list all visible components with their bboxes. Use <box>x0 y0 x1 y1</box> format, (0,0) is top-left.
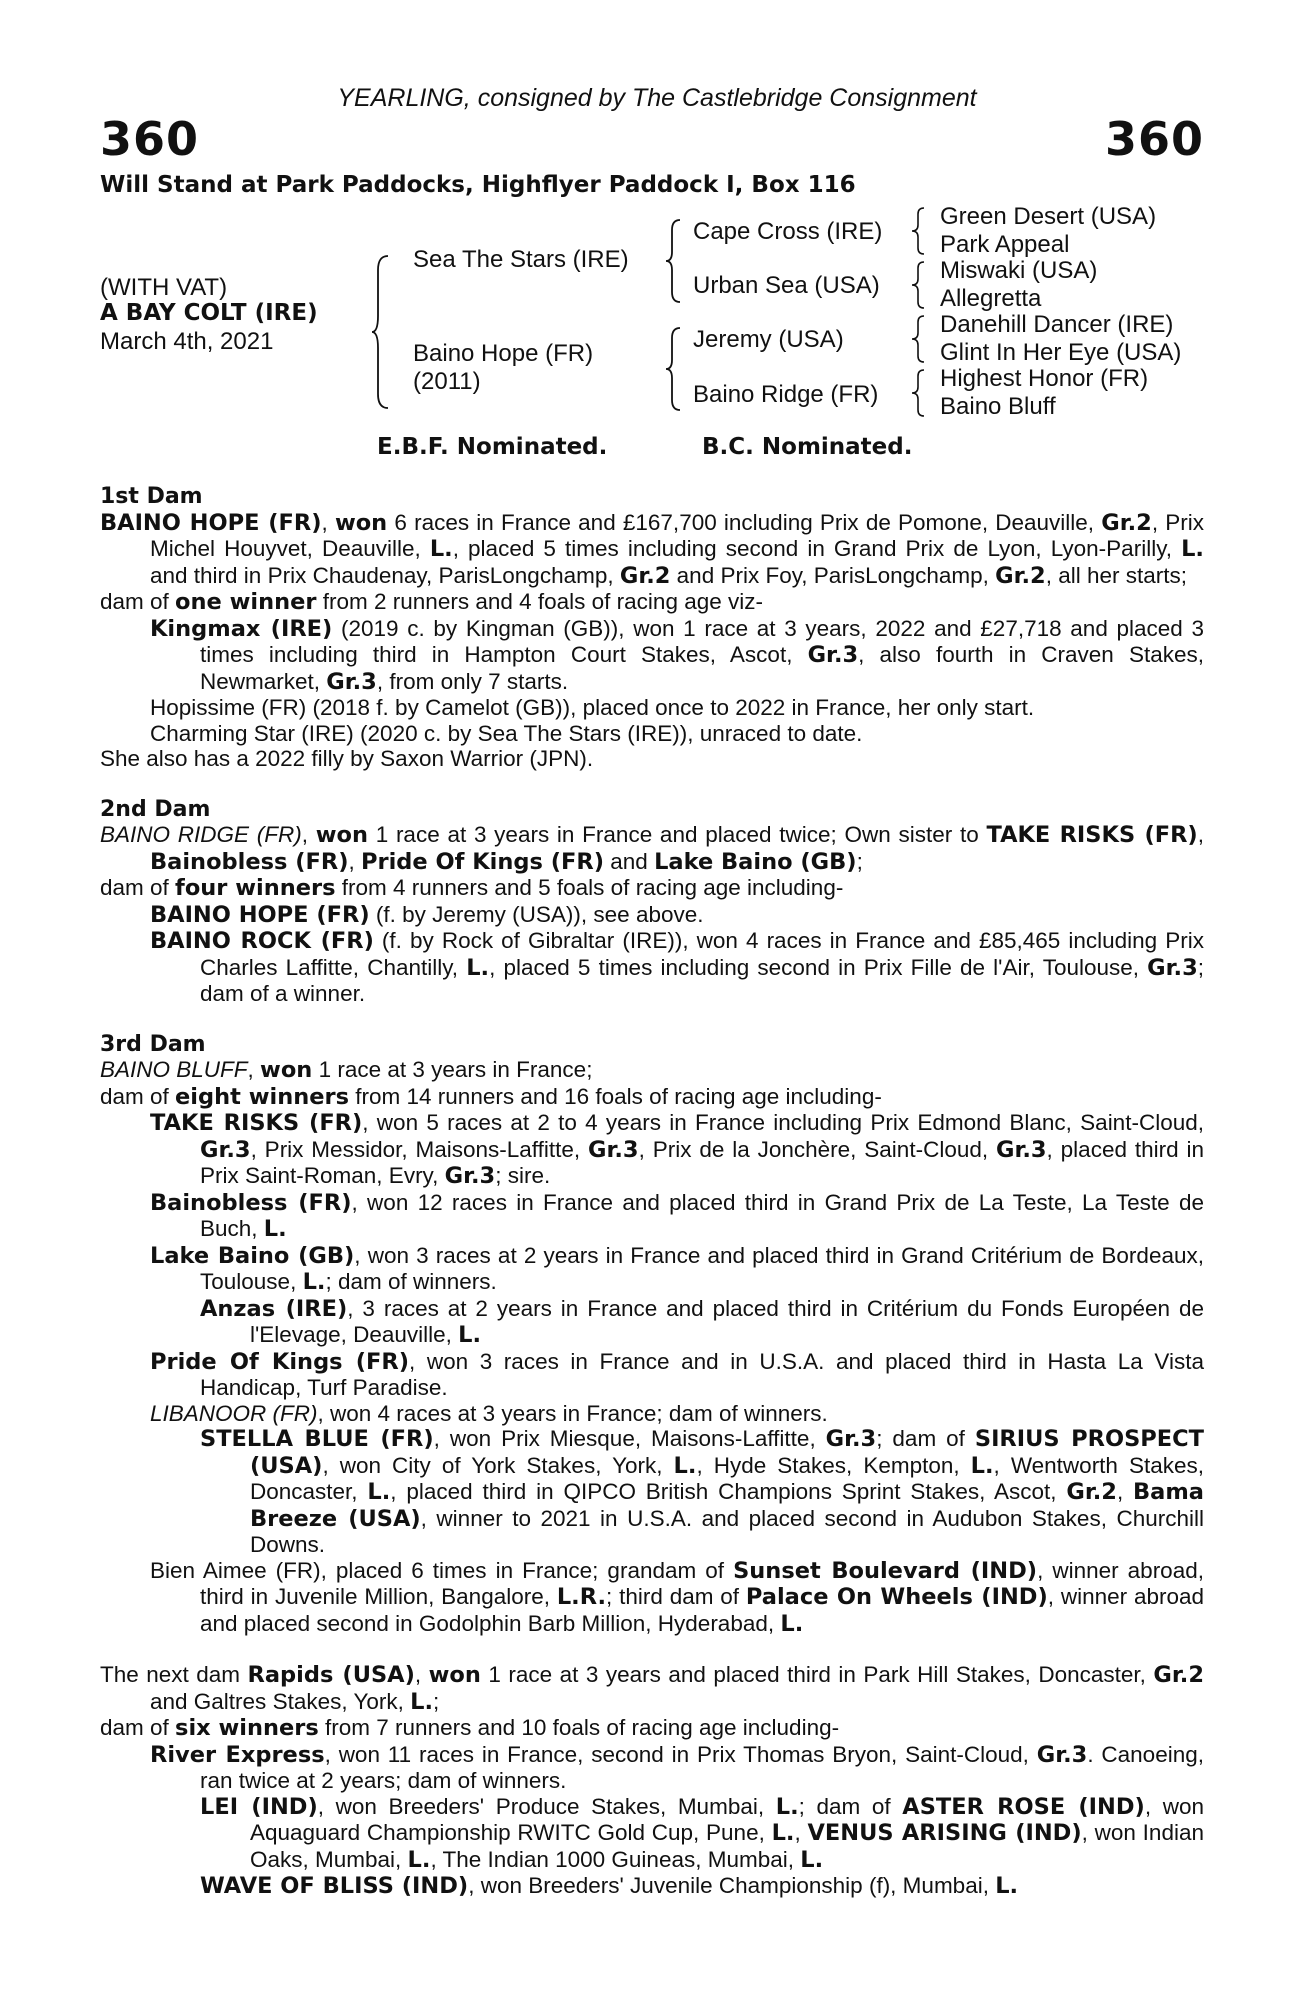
produce-entry: Charming Star (IRE) (2020 c. by Sea The Stars (IRE)), unraced to date. <box>150 720 863 746</box>
dd-dam: Baino Bluff <box>940 393 1056 420</box>
next-dam-produce-intro: dam of six winners from 7 runners and 10 foals of racing age including- <box>100 1715 840 1741</box>
produce-entry: Kingmax (IRE) (2019 c. by Kingman (GB)), won 1 race at 3 years, 2022 and £27,718 and placed 3 times including third in Hampton Court Stakes, Ascot, Gr.3, also fourth in Craven Stakes, Newmarket, Gr.3, from only 7 starts. <box>150 615 1204 695</box>
dam-brace <box>664 326 686 412</box>
sire-brace <box>664 218 686 304</box>
brace-3a <box>910 206 930 256</box>
produce-entry: Lake Baino (GB), won 3 races at 2 years in France and placed third in Grand Critérium de Bordeaux, Toulouse, L.; dam of winners. <box>150 1242 1204 1295</box>
lot-horse-name: A BAY COLT (IRE) <box>100 300 318 326</box>
third-dam-summary: BAINO BLUFF, won 1 race at 3 years in France; <box>100 1057 593 1083</box>
dam-sire: Jeremy (USA) <box>693 326 844 353</box>
produce-entry: Hopissime (FR) (2018 f. by Camelot (GB)), placed once to 2022 in France, her only start. <box>150 695 1035 720</box>
stand-location: Will Stand at Park Paddocks, Highflyer Paddock I, Box 116 <box>100 172 856 198</box>
third-dam-heading: 3rd Dam <box>100 1031 206 1057</box>
lot-number-right: 360 <box>1104 112 1204 166</box>
second-dam-summary: BAINO RIDGE (FR), won 1 race at 3 years in France and placed twice; Own sister to TAKE RISKS (FR), Bainobless (FR), Pride Of Kings (FR) and Lake Baino (GB); <box>100 822 1204 875</box>
dam-name: Baino Hope (FR) <box>413 340 594 367</box>
vat-note: (WITH VAT) <box>100 274 228 301</box>
sire-name: Sea The Stars (IRE) <box>413 246 629 273</box>
ds-dam: Glint In Her Eye (USA) <box>940 339 1182 366</box>
ss-sire: Green Desert (USA) <box>940 203 1157 230</box>
first-dam-produce-intro: dam of one winner from 2 runners and 4 foals of racing age viz- <box>100 589 763 615</box>
produce-entry: WAVE OF BLISS (IND), won Breeders' Juvenile Championship (f), Mumbai, L. <box>200 1873 1019 1899</box>
main-brace <box>370 254 394 410</box>
third-dam-produce-intro: dam of eight winners from 14 runners and 16 foals of racing age including- <box>100 1083 882 1110</box>
produce-entry: STELLA BLUE (FR), won Prix Miesque, Maisons-Laffitte, Gr.3; dam of SIRIUS PROSPECT (USA), won City of York Stakes, York, L., Hyde Stakes, Kempton, L., Wentworth Stakes, Doncaster, L., placed third in QIPCO British Champions Sprint Stakes, Ascot, Gr.2, Bama Breeze (USA), winner to 2021 in U.S.A. and placed second in Audubon Stakes, Churchill Downs. <box>200 1426 1205 1557</box>
produce-entry: Pride Of Kings (FR), won 3 races in France and in U.S.A. and placed third in Hasta La Vista Handicap, Turf Paradise. <box>150 1348 1204 1400</box>
ebf-nomination: E.B.F. Nominated. <box>377 434 608 460</box>
produce-entry: LEI (IND), won Breeders' Produce Stakes, Mumbai, L.; dam of ASTER ROSE (IND), won Aquaguard Championship RWITC Gold Cup, Pune, L., VENUS ARISING (IND), won Indian Oaks, Mumbai, L., The Indian 1000 Guineas, Mumbai, L. <box>200 1793 1205 1873</box>
consignment-subtitle: YEARLING, consigned by The Castlebridge Consignment <box>337 84 977 112</box>
produce-entry: LIBANOOR (FR), won 4 races at 3 years in France; dam of winners. <box>150 1400 828 1426</box>
produce-entry: River Express, won 11 races in France, second in Prix Thomas Bryon, Saint-Cloud, Gr.3. Canoeing, ran twice at 2 years; dam of winners. <box>150 1741 1204 1793</box>
bc-nomination: B.C. Nominated. <box>702 434 913 460</box>
foaling-date: March 4th, 2021 <box>100 328 274 355</box>
ss-dam: Park Appeal <box>940 231 1070 258</box>
sd-sire: Miswaki (USA) <box>940 257 1098 284</box>
second-dam-produce-intro: dam of four winners from 4 runners and 5 foals of racing age including- <box>100 875 844 901</box>
produce-entry: Bainobless (FR), won 12 races in France and placed third in Grand Prix de La Teste, La Teste de Buch, L. <box>150 1189 1204 1242</box>
dam-year: (2011) <box>413 368 481 395</box>
produce-entry: BAINO ROCK (FR) (f. by Rock of Gibraltar (IRE)), won 4 races in France and £85,465 including Prix Charles Laffitte, Chantilly, L., placed 5 times including second in Prix Fille de l'Air, Toulouse, Gr.3; dam of a winner. <box>150 928 1204 1006</box>
sire-sire: Cape Cross (IRE) <box>693 218 883 245</box>
produce-entry: BAINO HOPE (FR) (f. by Jeremy (USA)), see above. <box>150 901 704 928</box>
second-dam-heading: 2nd Dam <box>100 796 211 822</box>
first-dam-summary: BAINO HOPE (FR), won 6 races in France and £167,700 including Prix de Pomone, Deauville, Gr.2, Prix Michel Houyvet, Deauville, L., placed 5 times including second in Grand Prix de Lyon, Lyon-Parilly, L. and third in Prix Chaudenay, ParisLongchamp, Gr.2 and Prix Foy, ParisLongchamp, Gr.2, all her starts; <box>100 509 1204 589</box>
catalogue-text <box>100 484 1204 1900</box>
dam-dam: Baino Ridge (FR) <box>693 381 879 408</box>
produce-entry: Anzas (IRE), 3 races at 2 years in France and placed third in Critérium du Fonds Européen de l'Elevage, Deauville, L. <box>200 1295 1204 1348</box>
sd-dam: Allegretta <box>940 285 1042 312</box>
produce-note: She also has a 2022 filly by Saxon Warrior (JPN). <box>100 746 594 771</box>
lot-number-left: 360 <box>100 112 200 166</box>
ds-sire: Danehill Dancer (IRE) <box>940 311 1174 338</box>
first-dam-heading: 1st Dam <box>100 484 203 509</box>
sire-dam: Urban Sea (USA) <box>693 272 880 299</box>
produce-entry: Bien Aimee (FR), placed 6 times in France; grandam of Sunset Boulevard (IND), winner abroad, third in Juvenile Million, Bangalore, L.R.; third dam of Palace On Wheels (IND), winner abroad and placed second in Godolphin Barb Million, Hyderabad, L. <box>150 1557 1204 1637</box>
dd-sire: Highest Honor (FR) <box>940 365 1149 392</box>
produce-entry: TAKE RISKS (FR), won 5 races at 2 to 4 years in France including Prix Edmond Blanc, Saint-Cloud, Gr.3, Prix Messidor, Maisons-Laffitte, Gr.3, Prix de la Jonchère, Saint-Cloud, Gr.3, placed third in Prix Saint-Roman, Evry, Gr.3; sire. <box>150 1110 1205 1189</box>
brace-3b <box>910 260 930 310</box>
brace-3c <box>910 314 930 364</box>
brace-3d <box>910 368 930 418</box>
next-dam-summary: The next dam Rapids (USA), won 1 race at 3 years and placed third in Park Hill Stakes, Doncaster, Gr.2 and Galtres Stakes, York, L.; <box>100 1662 1204 1715</box>
